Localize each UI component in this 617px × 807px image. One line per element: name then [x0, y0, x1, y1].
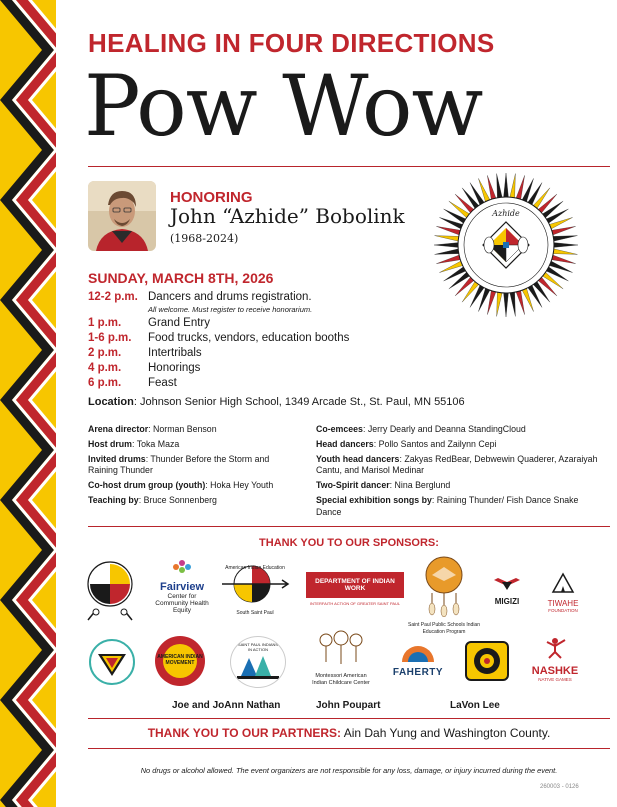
medicine-wheel-medallion	[433, 172, 579, 318]
medallion-ray	[504, 173, 509, 197]
role-key: Arena director	[88, 424, 149, 434]
location-text: : Johnson Senior High School, 1349 Arcade St., St. Paul, MN 55106	[133, 396, 465, 408]
ain-dah-yung-logo	[88, 638, 136, 686]
diw-sub: INTERFAITH ACTION OF GREATER SAINT PAUL	[309, 601, 401, 606]
chevron-border	[0, 0, 56, 807]
role-item	[316, 454, 600, 478]
department-of-indian-work-logo	[306, 572, 404, 607]
sponsors-heading: THANK YOU TO OUR SPONSORS:	[259, 537, 439, 549]
fairview-logo	[152, 558, 212, 614]
migizi-name: MIGIZI	[494, 597, 520, 606]
location-label: Location	[88, 396, 134, 408]
role-value: : Thunder Before the Storm and Raining Thunder	[88, 453, 270, 476]
sponsor-person: Joe and JoAnn Nathan	[172, 700, 281, 711]
divider	[88, 718, 610, 719]
medallion-ray	[435, 249, 459, 255]
role-key: Co-host drum group (youth)	[88, 480, 206, 491]
schedule-desc: Dancers and drums registration.	[148, 291, 312, 303]
schedule-time: 4 p.m.	[88, 362, 122, 374]
bdote-badge-logo	[464, 640, 510, 682]
tiwahe-name: TIWAHE	[547, 599, 579, 608]
schedule-list	[88, 290, 349, 391]
nashke-sub: NATIVE GAMES	[538, 677, 572, 682]
montessori-logo	[310, 628, 372, 687]
montessori-text: Montessori American Indian Childcare Center	[312, 673, 370, 686]
honoree-years: (1968-2024)	[170, 232, 239, 245]
diw-name: DEPARTMENT OF INDIAN WORK	[306, 572, 404, 598]
faherty-logo	[388, 646, 448, 678]
spia-text: SAINT PAUL INDIANS IN ACTION	[237, 642, 279, 652]
roles-left	[88, 424, 298, 510]
faherty-name: FAHERTY	[392, 667, 444, 678]
aim-text: AMERICAN INDIAN MOVEMENT	[157, 654, 203, 666]
medallion-ray	[487, 291, 496, 315]
schedule-note: All welcome. Must register to receive honorarium.	[148, 305, 313, 314]
schedule-desc: Grand Entry	[148, 317, 210, 329]
medallion-ray	[455, 277, 474, 296]
american-indian-education-logo	[220, 560, 290, 617]
role-key: Special exhibition songs by	[316, 494, 432, 505]
honoree-photo	[88, 181, 156, 251]
divider	[88, 748, 610, 749]
aie-sub: South Saint Paul	[236, 610, 274, 616]
medallion-ray	[538, 194, 557, 213]
sponsor-person: John Poupart	[316, 700, 381, 711]
role-key: Youth head dancers	[316, 453, 400, 464]
schedule-time: 1-6 p.m.	[88, 332, 132, 344]
schedule-time: 6 p.m.	[88, 377, 122, 389]
medallion-ray	[435, 236, 459, 242]
role-item	[88, 480, 298, 492]
schedule-desc: Feast	[148, 377, 177, 389]
schedule-desc: Honorings	[148, 362, 201, 374]
medallion-ray	[552, 255, 576, 264]
partners-line	[88, 726, 610, 740]
role-item	[88, 454, 298, 478]
role-value: : Raining Thunder/ Fish Dance Snake Dance	[316, 494, 579, 517]
event-title: Pow Wow	[84, 57, 483, 155]
role-item	[88, 424, 298, 436]
medallion-ray	[552, 226, 576, 235]
event-date: SUNDAY, MARCH 8TH, 2026	[88, 270, 274, 286]
role-value: : Nina Berglund	[389, 480, 451, 491]
medallion-ray	[487, 175, 496, 199]
partners-text: Ain Dah Yung and Washington County.	[341, 726, 551, 740]
schedule-row	[88, 290, 349, 305]
medallion-ray	[455, 194, 474, 213]
tipis-icon	[231, 652, 285, 682]
fairview-name: Fairview	[159, 581, 205, 593]
schedule-row	[88, 331, 349, 346]
partners-label: THANK YOU TO OUR PARTNERS:	[147, 726, 342, 740]
medallion-ray	[516, 291, 525, 315]
role-key: Two-Spirit dancer	[316, 480, 390, 491]
role-key: Teaching by	[88, 494, 139, 505]
schedule-row	[88, 376, 349, 391]
aie-text: American Indian Education	[225, 565, 285, 571]
role-value: : Toka Maza	[132, 438, 180, 449]
role-key: Invited drums	[88, 453, 146, 464]
dreamcatchers-icon	[310, 628, 372, 668]
medallion-ray	[436, 255, 460, 264]
medallion-text: Azhide	[492, 209, 520, 218]
honoring-label: HONORING	[170, 189, 253, 206]
schedule-row	[88, 316, 349, 331]
event-subtitle: HEALING IN FOUR DIRECTIONS	[88, 28, 495, 58]
role-key: Host drum	[88, 438, 132, 449]
schedule-row	[88, 346, 349, 361]
medallion-ray	[553, 236, 577, 242]
tiwahe-logo	[540, 572, 586, 613]
medallion-ray	[510, 174, 516, 198]
medallion-ray	[553, 249, 577, 255]
roles-right	[316, 424, 600, 522]
migizi-logo	[486, 574, 528, 606]
medallion-ray	[497, 174, 503, 198]
medallion-ray	[497, 292, 503, 316]
spps-sub: Saint Paul Public Schools Indian Education Program	[408, 622, 480, 635]
role-value: : Hoka Hey Youth	[205, 480, 274, 491]
honoree-name: John “Azhide” Bobolink	[170, 204, 405, 228]
tiwahe-sub: FOUNDATION	[548, 608, 578, 613]
nashke-name: NASHKE	[531, 665, 579, 677]
tipi-icon	[551, 572, 575, 594]
role-item	[316, 480, 600, 492]
medallion-ray	[538, 277, 557, 296]
role-value: : Jerry Dearly and Deanna StandingCloud	[362, 424, 526, 434]
sunrise-icon	[398, 646, 438, 662]
eagle-icon	[492, 574, 522, 592]
role-key: Co-emcees	[316, 424, 363, 434]
divider	[88, 526, 610, 527]
nashke-logo	[526, 636, 584, 682]
lacrosse-player-icon	[539, 636, 571, 660]
schedule-time: 2 p.m.	[88, 347, 122, 359]
sponsor-person: LaVon Lee	[450, 700, 500, 711]
spps-indian-education-logo	[404, 555, 484, 636]
divider	[88, 166, 610, 167]
schedule-time: 12-2 p.m.	[88, 291, 138, 303]
role-value: : Pollo Santos and Zailynn Cepi	[373, 438, 497, 449]
role-item	[316, 495, 600, 519]
schedule-desc: Food trucks, vendors, education booths	[148, 332, 350, 344]
medallion-ray	[510, 292, 516, 316]
role-key: Head dancers	[316, 438, 374, 449]
event-location	[88, 396, 465, 408]
saint-paul-indians-in-action-logo	[230, 636, 286, 688]
medallion-ray	[504, 293, 509, 317]
fairview-flower-icon	[152, 558, 212, 576]
schedule-row	[88, 361, 349, 376]
schedule-time: 1 p.m.	[88, 317, 122, 329]
american-indian-movement-logo	[155, 636, 205, 686]
medallion-ray	[434, 243, 458, 248]
role-item	[88, 439, 298, 451]
fairview-sub: Center for Community Health Equity	[155, 593, 209, 614]
medallion-ray	[516, 175, 525, 199]
role-value: : Zakyas RedBear, Debwewin Quaderer, Azaraiyah Cantu, and Marisol Medinar	[316, 453, 598, 476]
medicine-wheel-sponsor-logo	[82, 560, 138, 622]
medallion-ray	[554, 243, 578, 248]
print-code: 260003 - 0126	[540, 784, 579, 790]
role-value: : Norman Benson	[148, 424, 217, 434]
role-item	[316, 424, 600, 436]
schedule-desc: Intertribals	[148, 347, 202, 359]
role-value: : Bruce Sonnenberg	[138, 494, 217, 505]
dreamcatcher-icon	[404, 555, 484, 617]
role-item	[88, 495, 298, 507]
disclaimer: No drugs or alcohol allowed. The event organizers are not responsible for any loss, damage, or injury incurred during the event.	[140, 766, 558, 775]
role-item	[316, 439, 600, 451]
medallion-ray	[436, 226, 460, 235]
